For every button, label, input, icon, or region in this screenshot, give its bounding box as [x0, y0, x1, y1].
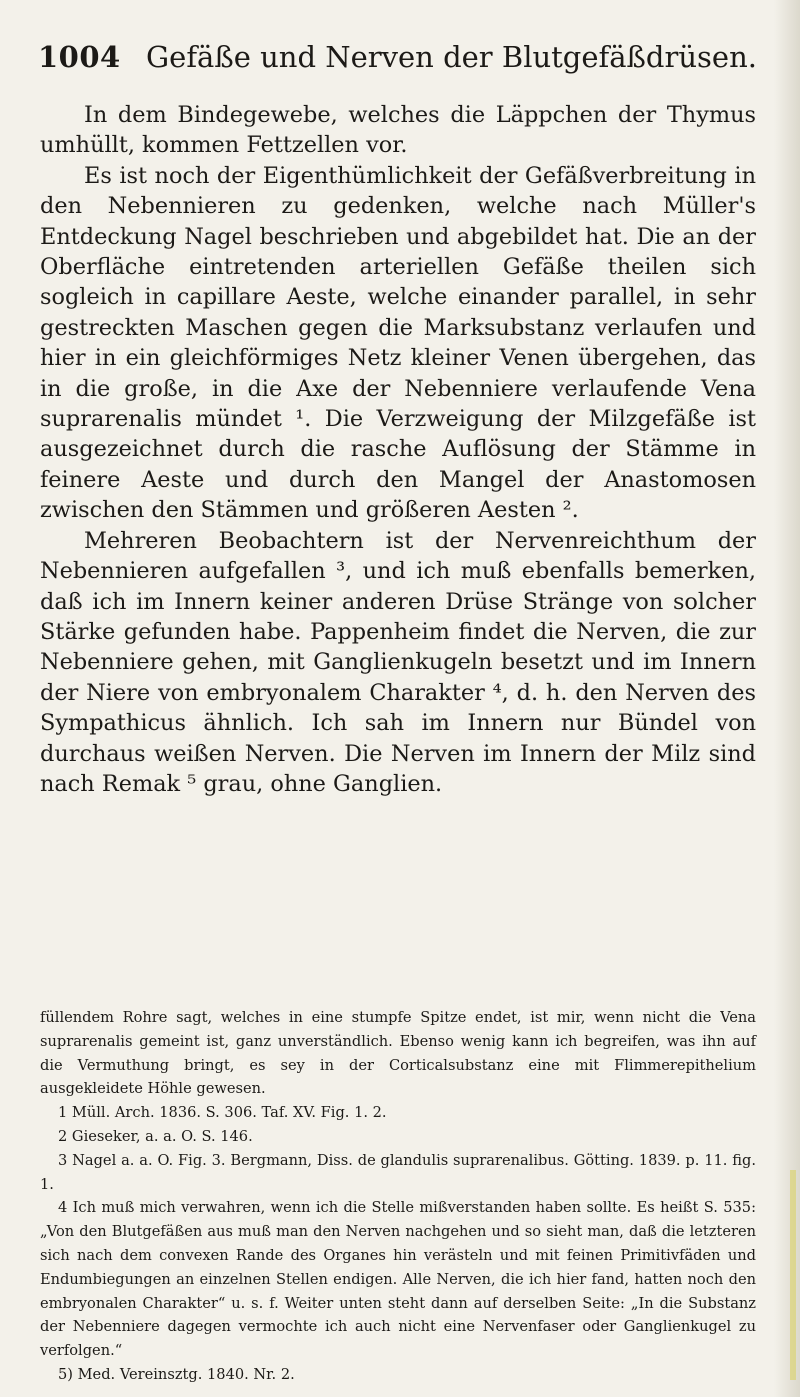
- footnote-3: 3 Nagel a. a. O. Fig. 3. Bergmann, Diss. de glandulis suprarenalibus. Götting. 1839. p. 11. fig. 1.: [40, 1151, 756, 1193]
- footnote-5: 5) Med. Vereinsztg. 1840. Nr. 2.: [58, 1365, 295, 1383]
- footnote-continuation: füllendem Rohre sagt, welches in eine stumpfe Spitze endet, ist mir, wenn nicht die Vena suprarenalis gemeint ist, ganz unverständlich. Ebenso wenig kann ich begreifen, was ihn auf die Vermuthung bringt, es sey in der Corticalsubstanz eine mit Flimmerepithelium ausgekleidete Höhle gewesen.: [40, 1009, 756, 1098]
- footnote-4: 4 Ich muß mich verwahren, wenn ich die Stelle mißverstanden haben sollte. Es heißt S. 535: „Von den Blutgefäßen aus muß man den Nerven nachgehen und so sieht man, daß die letzteren sich nach dem convexen Rande des Organes hin verästeln und mit feinen Primitivfäden und Endumbiegungen an einzelnen Stellen endigen. Alle Nerven, die ich hier fand, hatten noch den embryonalen Charakter“ u. s. f. Weiter unten steht dann auf derselben Seite: „In die Substanz der Nebenniere dagegen vermochte ich auch nicht eine Nervenfaser oder Ganglienkugel zu verfolgen.“: [40, 1199, 756, 1360]
- footnote-1: 1 Müll. Arch. 1836. S. 306. Taf. XV. Fig. 1. 2.: [58, 1104, 387, 1122]
- running-title: Gefäße und Nerven der Blutgefäßdrüsen.: [146, 40, 757, 74]
- page-edge-shadow: [774, 0, 800, 1397]
- page-edge-mark: [790, 1170, 796, 1380]
- footnotes: [40, 1006, 756, 1387]
- paragraph-thymus-fat-cells: In dem Bindegewebe, welches die Läppchen der Thymus umhüllt, kommen Fettzellen vor.: [40, 102, 756, 159]
- paragraph-nerve-supply: Mehreren Beobachtern ist der Nervenreichthum der Nebennieren aufgefallen ³, und ich muß ebenfalls bemerken, daß ich im Innern keiner anderen Drüse Stränge von solcher Stärke gefunden habe. Pappenheim findet die Nerven, die zur Nebenniere gehen, mit Ganglienkugeln besetzt und im Innern der Niere von embryonalem Charakter ⁴, d. h. den Nerven des Sympathicus ähnlich. Ich sah im Innern nur Bündel von durchaus weißen Nerven. Die Nerven im Innern der Milz sind nach Remak ⁵ grau, ohne Ganglien.: [40, 527, 756, 797]
- footnote-2: 2 Gieseker, a. a. O. S. 146.: [58, 1127, 253, 1145]
- page-header: [38, 40, 758, 88]
- paragraph-vessel-distribution: Es ist noch der Eigenthümlichkeit der Gefäßverbreitung in den Nebennieren zu gedenken, welche nach Müller's Entdeckung Nagel beschrieben und abgebildet hat. Die an der Oberfläche eintretenden arteriellen Gefäße theilen sich sogleich in capillare Aeste, welche einander parallel, in sehr gestreckten Maschen gegen die Marksubstanz verlaufen und hier in ein gleichförmiges Netz kleiner Venen übergehen, das in die große, in die Axe der Nebenniere verlaufende Vena suprarenalis mündet ¹. Die Verzweigung der Milzgefäße ist ausgezeichnet durch die rasche Auflösung der Stämme in feinere Aeste und durch den Mangel der Anastomosen zwischen den Stämmen und größeren Aesten ².: [40, 162, 756, 524]
- main-text: [40, 100, 756, 799]
- page-number: 1004: [38, 40, 121, 74]
